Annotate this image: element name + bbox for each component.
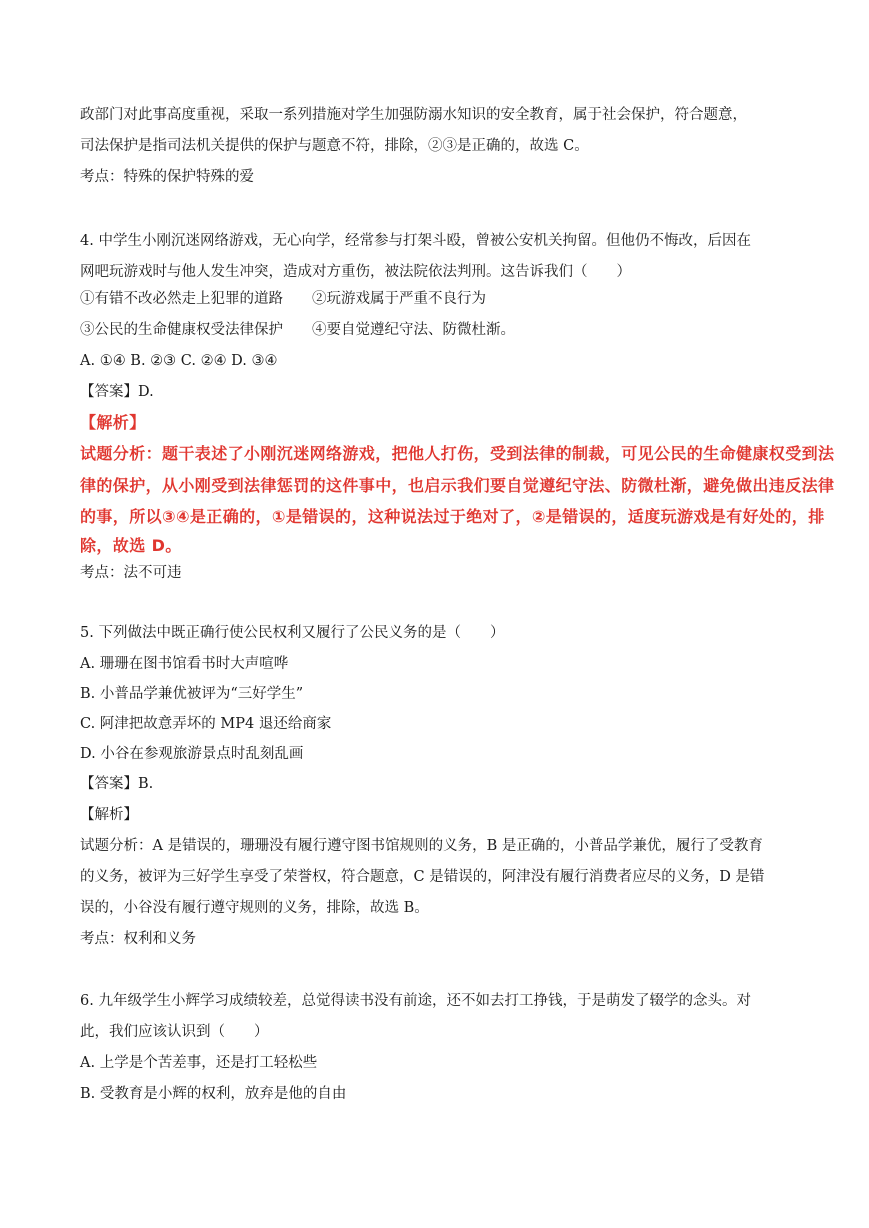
option-line: D. 小谷在参观旅游景点时乱刻乱画 — [80, 746, 304, 762]
kaodian-line: 考点：特殊的保护特殊的爱 — [80, 169, 254, 185]
analysis-line: 除，故选 D。 — [80, 536, 182, 555]
analysis-line: 律的保护，从小刚受到法律惩罚的这件事中，也启示我们要自觉遵纪守法、防微杜渐，避免做出违反法律 — [80, 476, 835, 495]
question-stem: 6. 九年级学生小辉学习成绩较差，总觉得读书没有前途，还不如去打工挣钱，于是萌发了辍学的念头。对 — [80, 993, 751, 1009]
analysis-line: 的义务，被评为三好学生享受了荣誉权，符合题意，C 是错误的，阿津没有履行消费者应尽的义务，D 是错 — [80, 869, 765, 885]
answer-line: 【答案】B. — [80, 776, 154, 792]
question-stem: 5. 下列做法中既正确行使公民权利又履行了公民义务的是（ ） — [80, 625, 505, 641]
answer-line: 【答案】D. — [80, 384, 154, 400]
kaodian-line: 考点：权利和义务 — [80, 931, 196, 947]
statement-line: ③公民的生命健康权受法律保护 ④要自觉遵纪守法、防微杜渐。 — [80, 322, 515, 338]
analysis-line: 误的，小谷没有履行遵守规则的义务，排除，故选 B。 — [80, 900, 429, 916]
analysis-line: 试题分析：A 是错误的，珊珊没有履行遵守图书馆规则的义务，B 是正确的，小普品学兼优，履行了受教育 — [80, 838, 763, 854]
text-line: 司法保护是指司法机关提供的保护与题意不符，排除，②③是正确的，故选 C。 — [80, 138, 589, 154]
option-line: A. 珊珊在图书馆看书时大声喧哗 — [80, 656, 289, 672]
analysis-line: 试题分析：题干表述了小刚沉迷网络游戏，把他人打伤，受到法律的制裁，可见公民的生命健康权受到法 — [80, 444, 835, 463]
statement-line: ①有错不改必然走上犯罪的道路 ②玩游戏属于严重不良行为 — [80, 291, 486, 307]
question-stem: 4. 中学生小刚沉迷网络游戏，无心向学，经常参与打架斗殴，曾被公安机关拘留。但他仍不悔改，后因在 — [80, 233, 751, 249]
option-line: B. 小普品学兼优被评为“三好学生” — [80, 686, 304, 702]
analysis-title: 【解析】 — [80, 413, 146, 432]
option-line: C. 阿津把故意弄坏的 MP4 退还给商家 — [80, 716, 332, 732]
question-stem: 此，我们应该认识到（ ） — [80, 1024, 269, 1040]
kaodian-line: 考点：法不可违 — [80, 565, 182, 581]
analysis-title: 【解析】 — [80, 807, 138, 823]
options-line: A. ①④ B. ②③ C. ②④ D. ③④ — [80, 353, 278, 369]
question-stem: 网吧玩游戏时与他人发生冲突，造成对方重伤，被法院依法判刑。这告诉我们（ ） — [80, 264, 631, 280]
option-line: B. 受教育是小辉的权利，放弃是他的自由 — [80, 1086, 347, 1102]
text-line: 政部门对此事高度重视，采取一系列措施对学生加强防溺水知识的安全教育，属于社会保护，符合题意， — [80, 107, 747, 123]
option-line: A. 上学是个苦差事，还是打工轻松些 — [80, 1055, 318, 1071]
analysis-line: 的事，所以③④是正确的，①是错误的，这种说法过于绝对了，②是错误的，适度玩游戏是有好处的，排 — [80, 507, 825, 526]
